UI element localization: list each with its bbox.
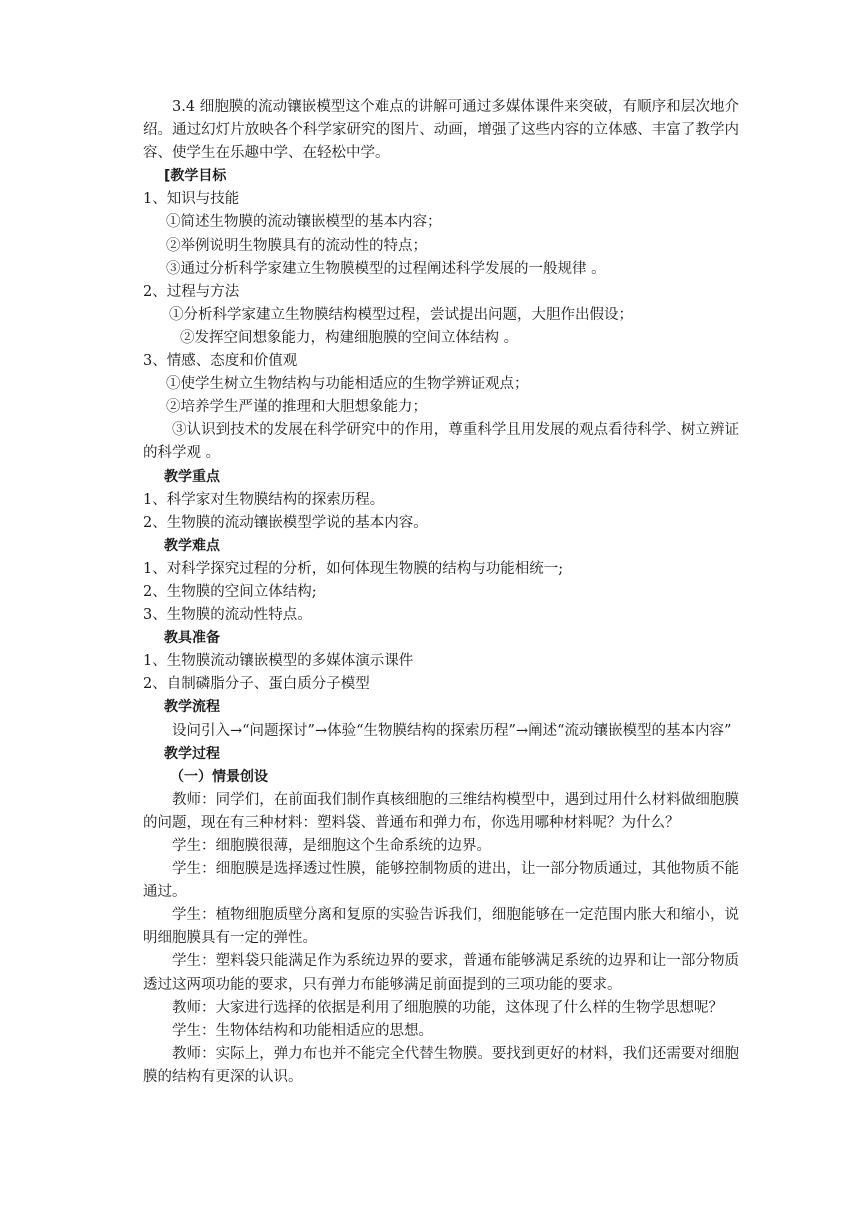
difficulty-item: 2、生物膜的空间立体结构; [143, 583, 317, 600]
subheading-scenario: （一）情景创设 [170, 768, 268, 785]
goal-section-1: 1、知识与技能 [143, 191, 240, 208]
heading-teaching-flow: 教学流程 [164, 699, 220, 716]
material-item: 2、自制磷脂分子、蛋白质分子模型 [143, 676, 370, 693]
dialogue-paragraph: 教师：大家进行选择的依据是利用了细胞膜的功能，这体现了什么样的生物学思想呢？ [172, 999, 723, 1016]
intro-paragraph: 3.4 细胞膜的流动镶嵌模型这个难点的讲解可通过多媒体课件来突破，有顺序和层次地介绍。通过幻灯片放映各个科学家研究的图片、动画，增强了这些内容的立体感、丰富了教学内容、使学生在乐趣中学、在轻松中学。 [143, 99, 739, 162]
heading-teaching-process: 教学过程 [164, 745, 220, 762]
heading-difficulties: 教学难点 [164, 537, 220, 554]
dialogue-paragraph: 教师：实际上，弹力布也并不能完全代替生物膜。要找到更好的材料，我们还需要对细胞膜的结构有更深的认识。 [143, 1045, 739, 1085]
teaching-flow-text: 设问引入→“问题探讨”→体验“生物膜结构的探索历程”→阐述“流动镶嵌模型的基本内容” [172, 722, 732, 739]
heading-key-points: 教学重点 [164, 468, 220, 485]
dialogue-paragraph: 学生：塑料袋只能满足作为系统边界的要求，普通布能够满足系统的边界和让一部分物质透过这两项功能的要求，只有弹力布能够满足前面提到的三项功能的要求。 [143, 953, 739, 993]
goal-item: ③通过分析科学家建立生物膜模型的过程阐述科学发展的一般规律 。 [166, 260, 606, 277]
key-point-item: 2、生物膜的流动镶嵌模型学说的基本内容。 [143, 514, 428, 531]
goal-item: ③认识到技术的发展在科学研究中的作用，尊重科学且用发展的观点看待科学、树立辨证的科学观 。 [143, 422, 739, 462]
dialogue-paragraph: 学生：细胞膜很薄，是细胞这个生命系统的边界。 [172, 838, 491, 854]
goal-section-2: 2、过程与方法 [143, 283, 240, 300]
document-body [143, 96, 739, 1089]
goal-item: ①分析科学家建立生物膜结构模型过程，尝试提出问题，大胆作出假设； [169, 306, 633, 323]
material-item: 1、生物膜流动镶嵌模型的多媒体演示课件 [143, 653, 414, 670]
key-point-item: 1、科学家对生物膜结构的探索历程。 [143, 491, 385, 508]
dialogue-paragraph: 教师：同学们，在前面我们制作真核细胞的三维结构模型中，遇到过用什么材料做细胞膜的问题，现在有三种材料：塑料袋、普通布和弹力布，你选用哪种材料呢？为什么？ [143, 791, 739, 831]
goal-item: ②培养学生严谨的推理和大胆想象能力； [166, 399, 427, 416]
goal-item: ①使学生树立生物结构与功能相适应的生物学辨证观点； [166, 376, 529, 393]
dialogue-paragraph: 学生：生物体结构和功能相适应的思想。 [172, 1022, 433, 1039]
dialogue-paragraph: 学生：细胞膜是选择透过性膜，能够控制物质的进出，让一部分物质通过，其他物质不能通过。 [143, 861, 739, 901]
heading-materials: 教具准备 [164, 630, 220, 647]
dialogue-paragraph: 学生：植物细胞质壁分离和复原的实验告诉我们，细胞能够在一定范围内胀大和缩小，说明细胞膜具有一定的弹性。 [143, 907, 739, 947]
goal-item: ②发挥空间想象能力，构建细胞膜的空间立体结构 。 [180, 329, 519, 346]
difficulty-item: 3、生物膜的流动性特点。 [143, 607, 312, 624]
heading-teaching-goals: [教学目标 [164, 168, 227, 185]
goal-section-3: 3、情感、态度和价值观 [143, 353, 298, 370]
goal-item: ①简述生物膜的流动镶嵌模型的基本内容； [166, 214, 442, 231]
goal-item: ②举例说明生物膜具有的流动性的特点； [166, 237, 427, 254]
difficulty-item: 1、对科学探究过程的分析，如何体现生物膜的结构与功能相统一; [143, 560, 564, 577]
